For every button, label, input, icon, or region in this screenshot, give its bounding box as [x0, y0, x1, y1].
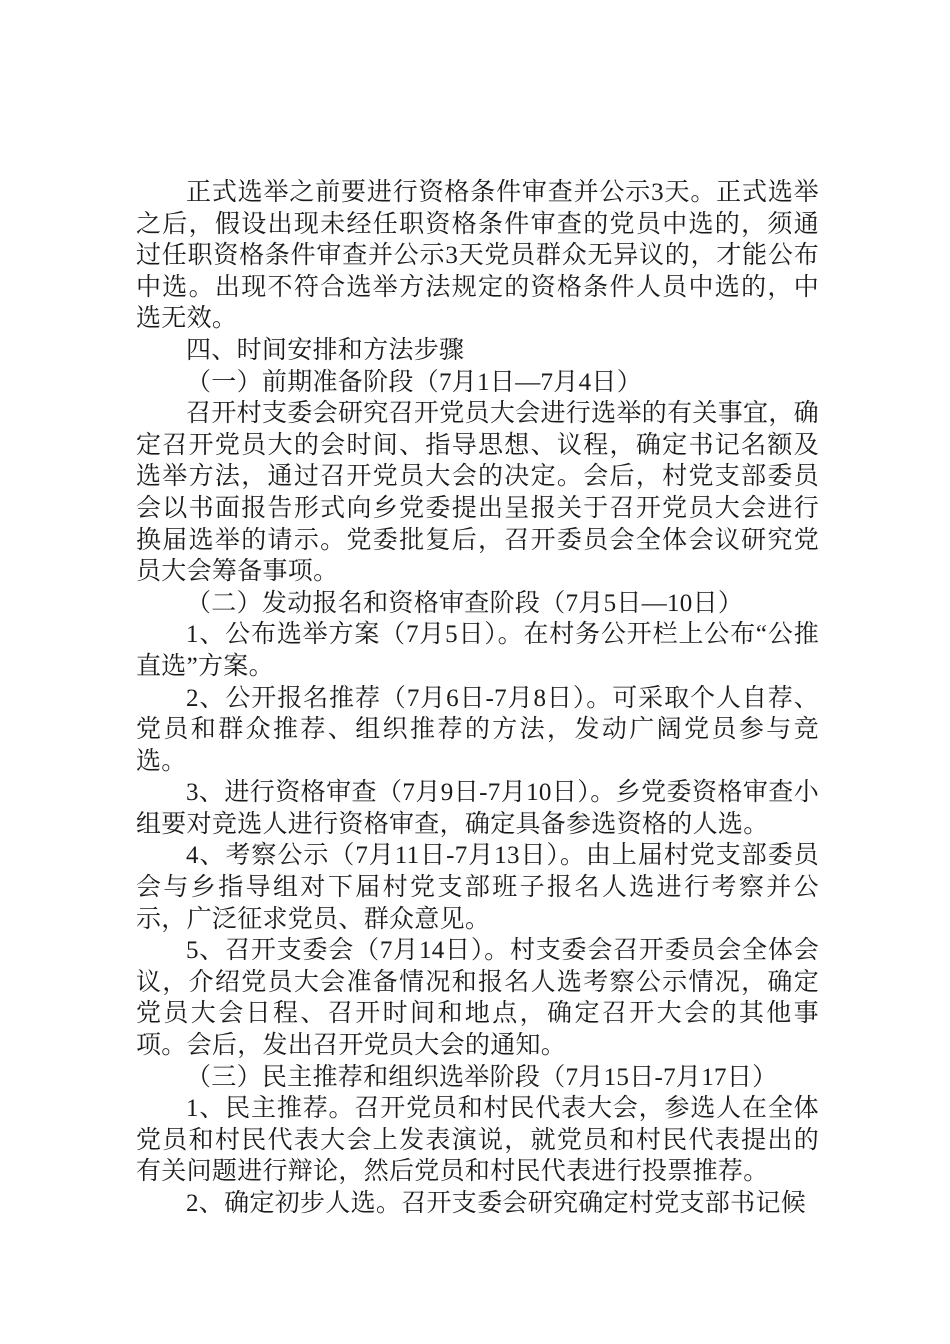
stage-3-item-1: 1、民主推荐。召开党员和村民代表大会，参选人在全体党员和村民代表大会上发表演说，就党员和村民代表提出的有关问题进行辩论，然后党员和村民代表进行投票推荐。 [136, 1095, 819, 1186]
stage-2-item-5: 5、召开支委会（7月14日）。村支委会召开委员会全体会议，介绍党员大会准备情况和报名人选考察公示情况，确定党员大会日程、召开时间和地点，确定召开大会的其他事项。会后，发出召开党员大会的通知。 [136, 937, 819, 1060]
stage-2-item-1: 1、公布选举方案（7月5日）。在村务公开栏上公布“公推直选”方案。 [136, 621, 819, 680]
intro-paragraph: 正式选举之前要进行资格条件审查并公示3天。正式选举之后，假设出现未经任职资格条件审查的党员中选的，须通过任职资格条件审查并公示3天党员群众无异议的，才能公布中选。出现不符合选举方法规定的资格条件人员中选的，中选无效。 [136, 179, 819, 333]
stage-1-paragraph: 召开村支委会研究召开党员大会进行选举的有关事宜，确定召开党员大的会时间、指导思想、议程，确定书记名额及选举方法，通过召开党员大会的决定。会后，村党支部委员会以书面报告形式向乡党委提出呈报关于召开党员大会进行换届选举的请示。党委批复后，召开委员会全体会议研究党员大会筹备事项。 [136, 400, 819, 586]
stage-1-heading: （一）前期准备阶段（7月1日—7月4日） [186, 368, 643, 396]
stage-2-item-3: 3、进行资格审查（7月9日-7月10日）。乡党委资格审查小组要对竞选人进行资格审查，确定具备参选资格的人选。 [136, 779, 819, 838]
stage-2-item-4: 4、考察公示（7月11日-7月13日）。由上届村党支部委员会与乡指导组对下届村党支部班子报名人选进行考察并公示，广泛征求党员、群众意见。 [136, 842, 819, 933]
stage-2-item-2: 2、公开报名推荐（7月6日-7月8日）。可采取个人自荐、党员和群众推荐、组织推荐的方法，发动广阔党员参与竞选。 [136, 684, 819, 775]
stage-3-heading: （三）民主推荐和组织选举阶段（7月15日-7月17日） [186, 1063, 778, 1091]
stage-2-heading: （二）发动报名和资格审查阶段（7月5日—10日） [186, 589, 744, 617]
document-body [136, 177, 819, 1220]
stage-3-item-2-truncated: 2、确定初步人选。召开支委会研究确定村党支部书记候 [186, 1190, 807, 1217]
section-heading-time-and-steps: 四、时间安排和方法步骤 [186, 336, 465, 364]
